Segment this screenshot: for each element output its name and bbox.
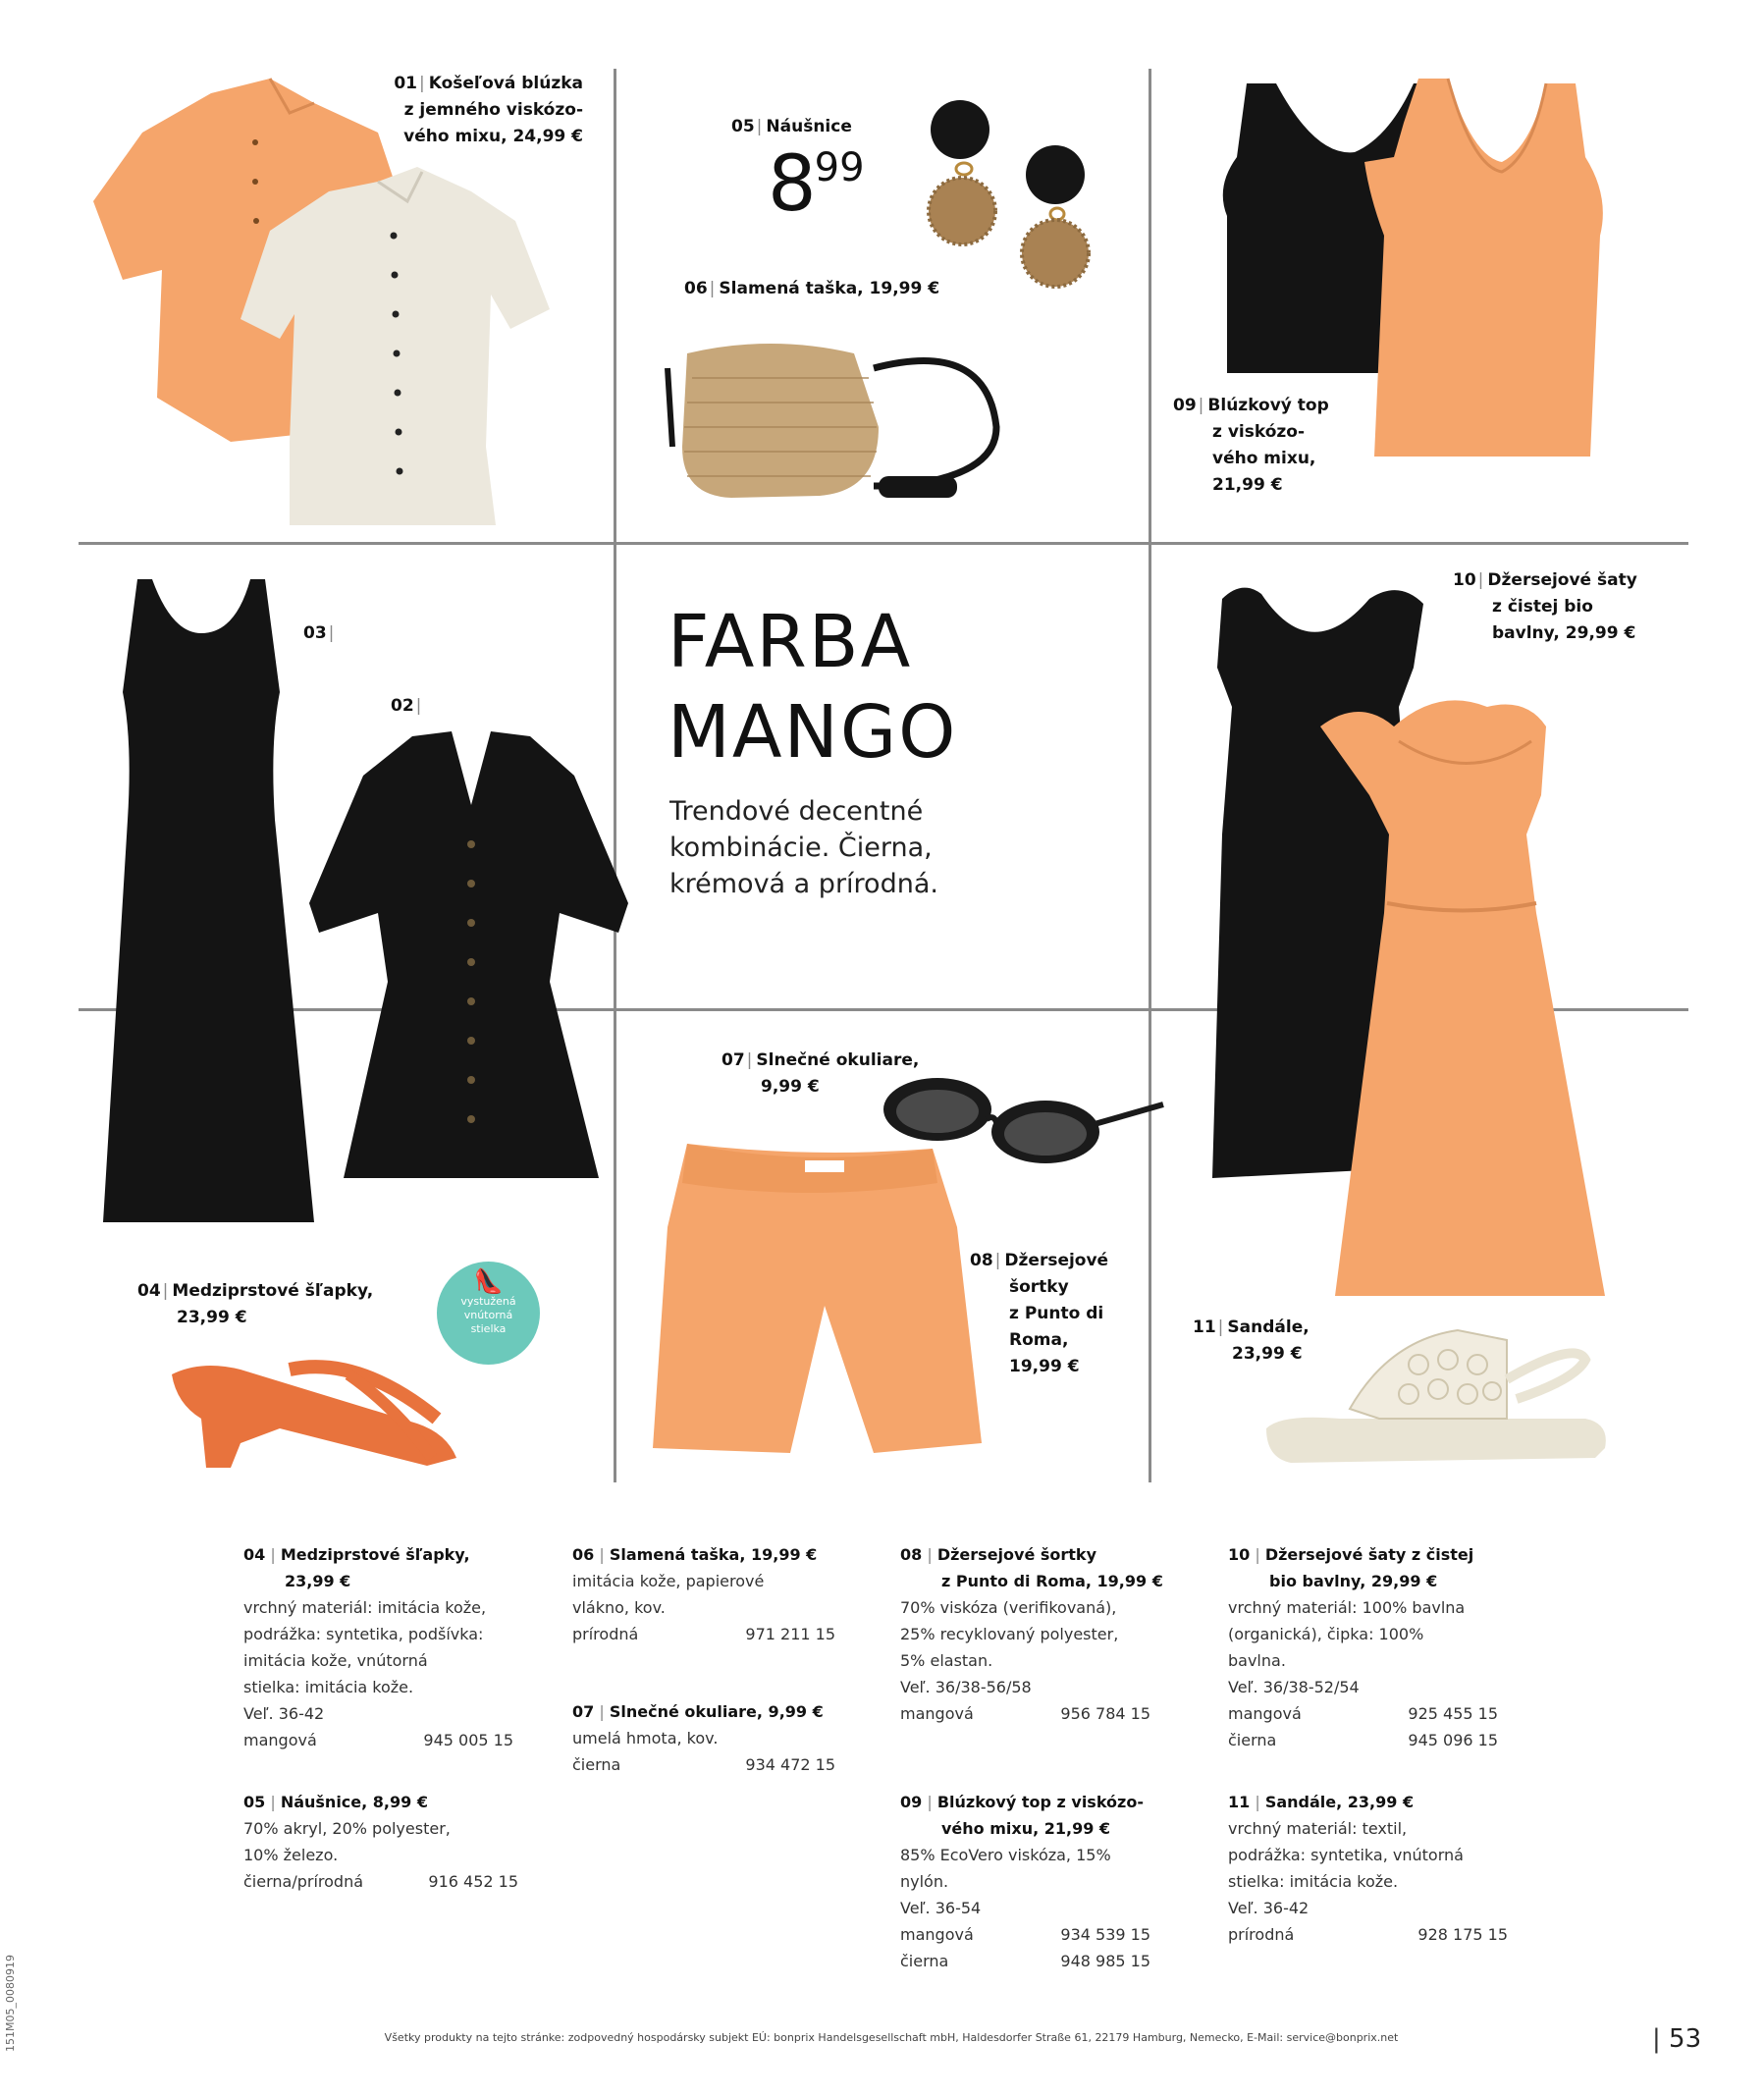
spec-10-row-2: čierna 945 096 15 bbox=[1228, 1731, 1498, 1749]
spec-07-row: čierna 934 472 15 bbox=[572, 1755, 835, 1774]
page-number: | 53 bbox=[1652, 2024, 1702, 2054]
earrings-price: $8^{99}$ bbox=[768, 140, 865, 229]
spec-09: 09 | Blúzkový top z viskózo- vého mixu, 21,99 € 85% EcoVero viskóza, 15% nylón. Veľ. 36-54 mangová 934 539 15 čierna 948 985 15 bbox=[900, 1789, 1195, 1974]
spec-06: 06 | Slamená taška, 19,99 € imitácia kože, papierové vlákno, kov. prírodná 971 211 15 bbox=[572, 1541, 857, 1647]
spec-11: 11 | Sandále, 23,99 € vrchný materiál: textil, podrážka: syntetika, vnútorná stielka: imitácia kože. Veľ. 36-42 prírodná 928 175 15 bbox=[1228, 1789, 1542, 1948]
spec-11-row: prírodná 928 175 15 bbox=[1228, 1925, 1508, 1944]
label-01: 01 | Košeľová blúzka z jemného viskózo- vého mixu, 24,99 € bbox=[394, 74, 583, 146]
grid-rule-top bbox=[79, 542, 1688, 545]
badge-text-2: vnútorná bbox=[463, 1309, 513, 1321]
label-04: 04 | Medziprstové šľapky, 23,99 € bbox=[137, 1281, 374, 1327]
badge-text-1: vystužená bbox=[460, 1295, 516, 1308]
shoe-icon: 👠 bbox=[473, 1267, 504, 1295]
spec-05: 05 | Náušnice, 8,99 € 70% akryl, 20% polyester, 10% železo. čierna/prírodná 916 452 15 bbox=[243, 1789, 528, 1895]
label-02: 02 | bbox=[391, 696, 422, 716]
straw-bag-image bbox=[663, 329, 1055, 515]
spec-10-row-1: mangová 925 455 15 bbox=[1228, 1704, 1498, 1723]
label-10: 10 | Džersejové šaty z čistej bio bavlny, 29,99 € bbox=[1453, 570, 1637, 643]
label-09: 09 | Blúzkový top z viskózo- vého mixu, 21,99 € bbox=[1173, 396, 1329, 495]
label-06: 06 | Slamená taška, 19,99 € bbox=[684, 279, 940, 298]
earrings-image bbox=[913, 88, 1109, 304]
label-08: 08 | Džersejové šortky z Punto di Roma, 19,99 € bbox=[970, 1251, 1109, 1376]
side-code: 151M05_0080919 bbox=[4, 1955, 17, 2052]
shorts-mango-image bbox=[643, 1139, 982, 1463]
spec-06-row: prírodná 971 211 15 bbox=[572, 1625, 835, 1643]
grid-rule-right bbox=[1149, 69, 1151, 1482]
label-03: 03 | bbox=[303, 623, 335, 643]
spec-09-row-1: mangová 934 539 15 bbox=[900, 1925, 1150, 1944]
flip-flop-heels-image bbox=[162, 1350, 535, 1478]
insole-badge bbox=[437, 1262, 540, 1365]
spec-04: 04 | Medziprstové šľapky, 23,99 € vrchný materiál: imitácia kože, podrážka: syntetika, podšívka: imitácia kože, vnútorná stielka: imitácia kože. Veľ. 36-42 mangová 945 005 15 bbox=[243, 1541, 528, 1753]
footnote: Všetky produkty na tejto stránke: zodpovedný hospodársky subjekt EÚ: bonprix Handelsgesellschaft mbH, Haldesdorfer Straße 61, 22179 Hamburg, Nemecko, E-Mail: service@bonprix.net bbox=[384, 2031, 1399, 2044]
dresses-black-mango-image bbox=[1203, 579, 1615, 1316]
spec-04-row: mangová 945 005 15 bbox=[243, 1731, 513, 1749]
intro-text: Trendové decentné kombinácie. Čierna, krémová a prírodná. bbox=[669, 796, 938, 899]
spec-05-row: čierna/prírodná 916 452 15 bbox=[243, 1872, 518, 1891]
spec-08: 08 | Džersejové šortky z Punto di Roma, 19,99 € 70% viskóza (verifikovaná), 25% recyklovaný polyester, 5% elastan. Veľ. 36/38-56/58 mangová 956 784 15 bbox=[900, 1541, 1195, 1727]
label-05: 05 | Náušnice bbox=[731, 117, 852, 136]
spec-07: 07 | Slnečné okuliare, 9,99 € umelá hmota, kov. čierna 934 472 15 bbox=[572, 1698, 857, 1778]
badge-text-3: stielka bbox=[470, 1322, 507, 1335]
label-11: 11 | Sandále, 23,99 € bbox=[1193, 1317, 1310, 1364]
sandals-cream-image bbox=[1261, 1320, 1615, 1468]
label-07: 07 | Slnečné okuliare, 9,99 € bbox=[722, 1050, 920, 1097]
spec-08-row: mangová 956 784 15 bbox=[900, 1704, 1150, 1723]
spec-10: 10 | Džersejové šaty z čistej bio bavlny, 29,99 € vrchný materiál: 100% bavlna (organická), čipka: 100% bavlna. Veľ. 36/38-52/54 mangová 925 455 15 čierna 945 096 15 bbox=[1228, 1541, 1542, 1753]
headline: FARBA MANGO bbox=[668, 600, 958, 775]
short-dress-black-image bbox=[304, 726, 638, 1188]
spec-09-row-2: čierna 948 985 15 bbox=[900, 1952, 1150, 1970]
maxi-dress-black-image bbox=[98, 574, 324, 1227]
